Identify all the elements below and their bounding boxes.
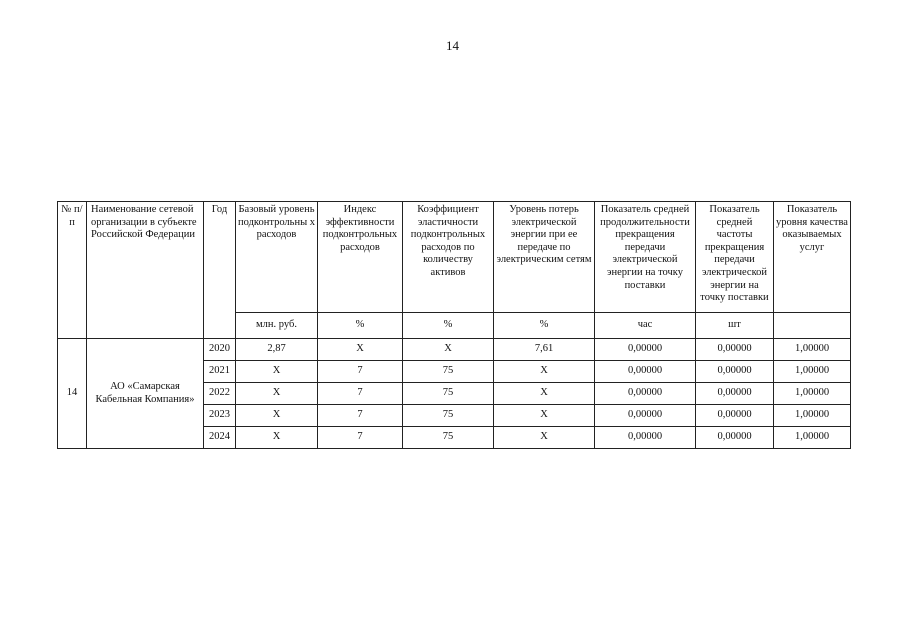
unit-frequency: шт	[696, 313, 774, 339]
unit-eff-index: %	[318, 313, 403, 339]
col-header-duration: Показатель средней продолжительности прекращения передачи электрической энергии на точку поставки	[595, 202, 696, 313]
cell-duration: 0,00000	[595, 361, 696, 383]
cell-frequency: 0,00000	[696, 383, 774, 405]
cell-elasticity: 75	[403, 405, 494, 427]
cell-quality: 1,00000	[774, 427, 851, 449]
col-header-org: Наименование сетевой организации в субъекте Российской Федерации	[87, 202, 204, 339]
cell-frequency: 0,00000	[696, 405, 774, 427]
unit-elasticity: %	[403, 313, 494, 339]
cell-base-cost: X	[236, 427, 318, 449]
cell-eff-index: 7	[318, 361, 403, 383]
cell-elasticity: 75	[403, 361, 494, 383]
cell-frequency: 0,00000	[696, 339, 774, 361]
col-header-year: Год	[204, 202, 236, 339]
cell-year: 2021	[204, 361, 236, 383]
unit-quality	[774, 313, 851, 339]
cell-duration: 0,00000	[595, 405, 696, 427]
row-group-number: 14	[58, 339, 87, 449]
unit-duration: час	[595, 313, 696, 339]
cell-losses: X	[494, 427, 595, 449]
col-header-base-cost: Базовый уровень подконтрольны х расходов	[236, 202, 318, 313]
cell-eff-index: 7	[318, 427, 403, 449]
col-header-eff-index: Индекс эффективности подконтрольных расходов	[318, 202, 403, 313]
cell-base-cost: 2,87	[236, 339, 318, 361]
col-header-frequency: Показатель средней частоты прекращения передачи электрической энергии на точку поставки	[696, 202, 774, 313]
organization-name: АО «Самарская Кабельная Компания»	[87, 339, 204, 449]
cell-elasticity: 75	[403, 427, 494, 449]
cell-losses: X	[494, 383, 595, 405]
cell-year: 2020	[204, 339, 236, 361]
cell-losses: X	[494, 361, 595, 383]
cell-losses: X	[494, 405, 595, 427]
col-header-elasticity: Коэффициент эластичности подконтрольных расходов по количеству активов	[403, 202, 494, 313]
col-header-quality: Показатель уровня качества оказываемых услуг	[774, 202, 851, 313]
cell-quality: 1,00000	[774, 405, 851, 427]
tariff-table	[57, 201, 851, 449]
cell-elasticity: 75	[403, 383, 494, 405]
cell-duration: 0,00000	[595, 339, 696, 361]
col-header-num: № п/п	[58, 202, 87, 339]
cell-elasticity: X	[403, 339, 494, 361]
cell-duration: 0,00000	[595, 427, 696, 449]
unit-losses: %	[494, 313, 595, 339]
cell-losses: 7,61	[494, 339, 595, 361]
cell-quality: 1,00000	[774, 339, 851, 361]
col-header-losses: Уровень потерь электрической энергии при ее передаче по электрическим сетям	[494, 202, 595, 313]
table-row	[58, 339, 851, 361]
cell-eff-index: 7	[318, 383, 403, 405]
cell-base-cost: X	[236, 383, 318, 405]
cell-quality: 1,00000	[774, 361, 851, 383]
cell-frequency: 0,00000	[696, 427, 774, 449]
cell-year: 2023	[204, 405, 236, 427]
cell-base-cost: X	[236, 361, 318, 383]
header-row	[58, 202, 851, 313]
cell-frequency: 0,00000	[696, 361, 774, 383]
unit-base-cost: млн. руб.	[236, 313, 318, 339]
cell-quality: 1,00000	[774, 383, 851, 405]
cell-eff-index: X	[318, 339, 403, 361]
cell-year: 2022	[204, 383, 236, 405]
cell-base-cost: X	[236, 405, 318, 427]
cell-duration: 0,00000	[595, 383, 696, 405]
cell-year: 2024	[204, 427, 236, 449]
page-number: 14	[446, 38, 459, 53]
cell-eff-index: 7	[318, 405, 403, 427]
